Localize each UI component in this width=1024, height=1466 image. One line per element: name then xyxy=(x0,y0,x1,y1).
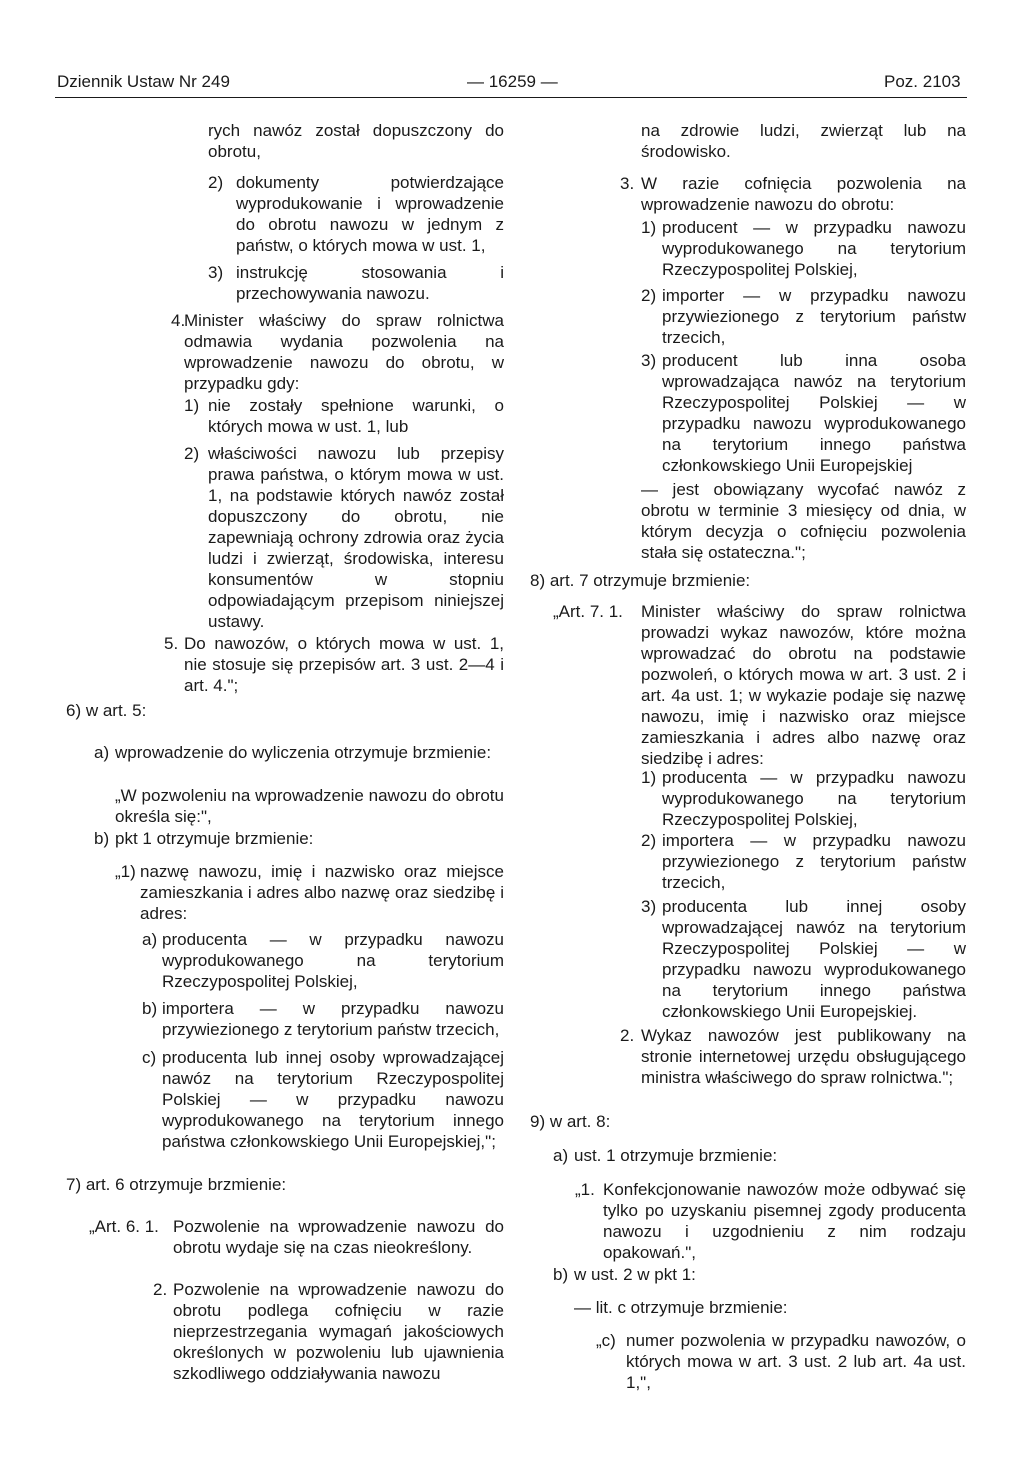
art7-1-text: Minister właściwy do spraw rolnictwa prowadzi wykaz nawozów, które można wprowadzać do obrotu na podstawie pozwoleń, o których mowa w art. 3 ust. 2 i art. 4a ust. 1; w wykazie podaje się nazwę nawozu, imię i nazwisko oraz miejsce zamieszkania i adres albo nazwę oraz siedzibę i adres: xyxy=(641,602,966,768)
art6-2-text: Pozwolenie na wprowadzenie nawozu do obrotu podlega cofnięciu w razie nieprzestrzegania wymagań jakościowych określonych w pozwoleniu lub ujawnienia szkodliwego oddziaływania nawozu xyxy=(173,1280,504,1383)
right-s3-label: 3. xyxy=(620,174,635,193)
item-6b-c-text: producenta lub innej osoby wprowadzającej nawóz na terytorium Rzeczypospolitej Polskiej — w przypadku nawozu wyprodukowanego na terytorium innego państwa członkowskiego Unii Europejskiej,"; xyxy=(162,1048,504,1151)
right-continuation: na zdrowie ludzi, zwierząt lub na środowisko. xyxy=(641,121,966,161)
item-9b-text: w ust. 2 w pkt 1: xyxy=(574,1265,696,1284)
left-s5-text: Do nawozów, o których mowa w ust. 1, nie stosuje się przepisów art. 3 ust. 2—4 i art. 4."; xyxy=(184,634,504,695)
item-9a-label: a) xyxy=(553,1146,569,1165)
item-6a-text: wprowadzenie do wyliczenia otrzymuje brzmienie: xyxy=(115,743,492,762)
item-6b-q1-label: „1) xyxy=(115,862,136,881)
item-6b-a-text: producenta — w przypadku nawozu wyprodukowanego na terytorium Rzeczypospolitej Polskiej, xyxy=(162,930,504,991)
item-9a-text: ust. 1 otrzymuje brzmienie: xyxy=(574,1146,778,1165)
left-s5-label: 5. xyxy=(164,634,179,653)
left-p3-text: instrukcję stosowania i przechowywania nawozu. xyxy=(236,263,504,303)
art7-label: „Art. 7. 1. xyxy=(553,602,623,621)
right-s3-p1-label: 1) xyxy=(641,218,657,237)
position-number: Poz. 2103 xyxy=(884,72,961,91)
left-p2-text: dokumenty potwierdzające wyprodukowanie i wprowadzenie do obrotu nawozu w jednym z państw, o których mowa w ust. 1, xyxy=(236,173,504,255)
item-7-heading: 7) art. 6 otrzymuje brzmienie: xyxy=(66,1175,287,1194)
art7-p2-label: 2) xyxy=(641,831,657,850)
item-6b-label: b) xyxy=(94,829,110,848)
art7-p1-text: producenta — w przypadku nawozu wyprodukowanego na terytorium Rzeczypospolitej Polskiej, xyxy=(662,768,966,829)
item-6b-b-label: b) xyxy=(142,999,158,1018)
left-s4-p2-label: 2) xyxy=(184,444,200,463)
art7-p3-text: producenta lub innej osoby wprowadzającej nawóz na terytorium Rzeczypospolitej Polskiej — w przypadku nawozu wyprodukowanego na terytorium innego państwa członkowskiego Unii Europejskiej. xyxy=(662,897,966,1021)
art7-p3-label: 3) xyxy=(641,897,657,916)
art6-2-label: 2. xyxy=(153,1280,168,1299)
header-rule xyxy=(55,97,967,98)
left-s4-p1-text: nie zostały spełnione warunki, o których mowa w ust. 1, lub xyxy=(208,396,504,436)
left-p3-label: 3) xyxy=(208,263,224,282)
item-6b-a-label: a) xyxy=(142,930,158,949)
right-s3-p2-label: 2) xyxy=(641,286,657,305)
left-s4-p1-label: 1) xyxy=(184,396,200,415)
right-s3-p2-text: importer — w przypadku nawozu przywiezionego z terytorium państw trzecich, xyxy=(662,286,966,347)
item-6b-b-text: importera — w przypadku nawozu przywiezionego z terytorium państw trzecich, xyxy=(162,999,504,1039)
item-9b-dash: — lit. c otrzymuje brzmienie: xyxy=(574,1298,788,1317)
item-6b-q1-text: nazwę nawozu, imię i nazwisko oraz miejsce zamieszkania i adres albo nazwę oraz siedzibę i adres: xyxy=(140,862,504,923)
item-8-heading: 8) art. 7 otrzymuje brzmienie: xyxy=(530,571,751,590)
item-6a-quote: „W pozwoleniu na wprowadzenie nawozu do obrotu określa się:", xyxy=(115,786,504,826)
item-6b-c-label: c) xyxy=(142,1048,157,1067)
right-s3-p1-text: producent — w przypadku nawozu wyprodukowanego na terytorium Rzeczypospolitej Polskiej, xyxy=(662,218,966,279)
item-9a-q-label: „1. xyxy=(575,1180,595,1199)
left-s4-p2-text: właściwości nawozu lub przepisy prawa państwa, o którym mowa w ust. 1, na podstawie których nawóz został dopuszczony do obrotu, nie zapewniają ochrony zdrowia oraz życia ludzi i zwierząt, środowiska, interesu konsumentów w stopniu odpowiadającym przepisom niniejszej ustawy. xyxy=(208,444,504,631)
item-6b-text: pkt 1 otrzymuje brzmienie: xyxy=(115,829,314,848)
right-s3-p3-label: 3) xyxy=(641,351,657,370)
art7-2-text: Wykaz nawozów jest publikowany na stronie internetowej urzędu obsługującego ministra właściwego do spraw rolnictwa."; xyxy=(641,1026,966,1087)
item-9b-label: b) xyxy=(553,1265,569,1284)
art7-2-label: 2. xyxy=(620,1026,635,1045)
art6-label: „Art. 6. 1. xyxy=(89,1217,159,1236)
left-p2-label: 2) xyxy=(208,173,224,192)
left-s4-label: 4. xyxy=(171,311,186,330)
right-s3-p3-text: producent lub inna osoba wprowadzająca nawóz na terytorium Rzeczypospolitej Polskiej — w przypadku nawozu wyprodukowanego na terytorium innego państwa członkowskiego Unii Europejskiej xyxy=(662,351,966,475)
right-s3-text: W razie cofnięcia pozwolenia na wprowadzenie nawozu do obrotu: xyxy=(641,174,966,214)
journal-title: Dziennik Ustaw Nr 249 xyxy=(57,72,230,91)
left-s4-text: Minister właściwy do spraw rolnictwa odmawia wydania pozwolenia na wprowadzenie nawozu do obrotu, w przypadku gdy: xyxy=(184,311,504,393)
item-9a-q-text: Konfekcjonowanie nawozów może odbywać się tylko po uzyskaniu pisemnej zgody producenta nawozu i uzgodnieniu z nim rodzaju opakowań.", xyxy=(603,1180,966,1262)
art7-p1-label: 1) xyxy=(641,768,657,787)
art7-p2-text: importera — w przypadku nawozu przywiezionego z terytorium państw trzecich, xyxy=(662,831,966,892)
item-9b-q-text: numer pozwolenia w przypadku nawozów, o których mowa w art. 3 ust. 2 lub art. 4a ust. 1,", xyxy=(626,1331,966,1392)
left-continuation: rych nawóz został dopuszczony do obrotu, xyxy=(208,121,504,161)
right-s3-tail: — jest obowiązany wycofać nawóz z obrotu w terminie 3 miesięcy od dnia, w którym decyzja o cofnięciu pozwolenia stała się ostateczna."; xyxy=(641,480,966,562)
item-9b-q-label: „c) xyxy=(596,1331,616,1350)
page-number: — 16259 — xyxy=(467,72,558,91)
item-6a-label: a) xyxy=(94,743,110,762)
item-9-heading: 9) w art. 8: xyxy=(530,1112,611,1131)
art6-1-text: Pozwolenie na wprowadzenie nawozu do obrotu wydaje się na czas nieokreślony. xyxy=(173,1217,504,1257)
item-6-heading: 6) w art. 5: xyxy=(66,701,147,720)
